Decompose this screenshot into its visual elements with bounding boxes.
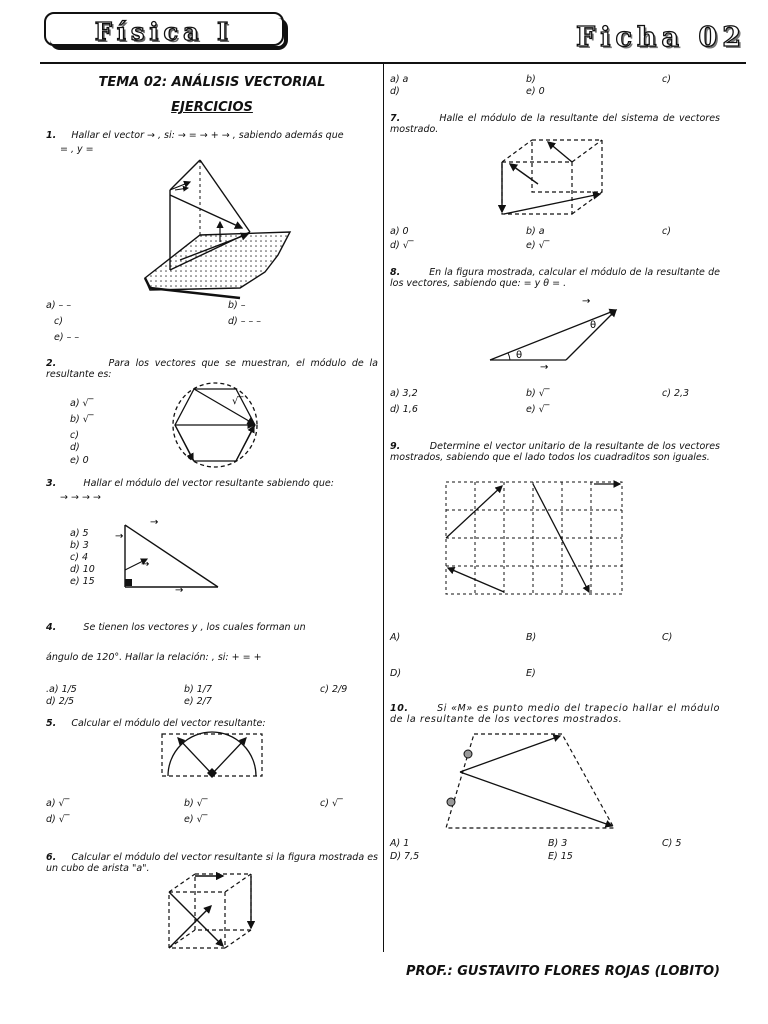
q9-option: C): [662, 632, 673, 643]
column-divider: [383, 64, 384, 952]
question-5: [46, 718, 378, 729]
worksheet-number: Ficha 02: [576, 22, 746, 53]
question-text: Hallar el vector → , si: → = → + → , sabiendo además que: [71, 130, 344, 141]
svg-text:→: →: [582, 296, 591, 307]
q2-option: e) 0: [70, 455, 89, 466]
q9-option: E): [526, 668, 536, 679]
q4-option: .a) 1/5: [46, 684, 77, 695]
q1-option: a) – –: [46, 300, 72, 311]
q3-triangle-figure: [115, 515, 230, 597]
q1-figure: [130, 160, 300, 300]
q7-option: e) √‾: [526, 240, 550, 251]
svg-text:θ: θ: [516, 350, 523, 361]
question-7: [390, 113, 720, 135]
q10-option: B) 3: [548, 838, 568, 849]
course-logo-text: Física I: [94, 17, 234, 46]
q6-option: c): [662, 74, 671, 85]
q7-option: c): [662, 226, 671, 237]
q8-option: e) √‾: [526, 404, 550, 415]
question-number: 10.: [390, 703, 409, 714]
q2-option: c): [70, 430, 79, 441]
svg-text:→: →: [540, 362, 549, 373]
q5-option: e) √‾: [184, 814, 208, 825]
svg-text:→: →: [175, 585, 184, 596]
q5-option: c) √‾: [320, 798, 343, 809]
q7-option: d) √‾: [390, 240, 414, 251]
q3-option: c) 4: [70, 552, 88, 563]
q1-option: c): [54, 316, 63, 327]
question-1: [46, 130, 378, 141]
q6-option: b): [526, 74, 536, 85]
q1-option: b) –: [228, 300, 246, 311]
q7-option: a) 0: [390, 226, 409, 237]
q6-option: d): [390, 86, 400, 97]
svg-text:→: →: [141, 559, 150, 570]
question-text: Calcular el módulo del vector resultante si la figura mostrada es un cubo de arista "a".: [46, 852, 378, 874]
q3-option: e) 15: [70, 576, 95, 587]
q1-option: e) – –: [54, 332, 80, 343]
q7-box-figure: [498, 138, 606, 218]
question-number: 7.: [390, 113, 401, 124]
question-4-cont: ángulo de 120°. Hallar la relación: , si: + = +: [46, 652, 262, 663]
q8-option: a) 3,2: [390, 388, 418, 399]
q9-option: D): [390, 668, 402, 679]
svg-text:θ: θ: [590, 320, 597, 331]
q2-option: b) √‾: [70, 414, 94, 425]
question-text: Determine el vector unitario de la resultante de los vectores mostrados, sabiendo que el lado todos los cuadraditos son iguales.: [390, 441, 720, 463]
question-number: 8.: [390, 267, 401, 278]
question-text: En la figura mostrada, calcular el módulo de la resultante de los vectores, sabiendo que: = y θ = .: [390, 267, 720, 289]
question-1-cont: = , y =: [60, 144, 94, 155]
q10-option: D) 7,5: [390, 851, 420, 862]
q2-option: d): [70, 442, 80, 453]
question-10: [390, 703, 720, 725]
q5-option: a) √‾: [46, 798, 70, 809]
q2-option: a) √‾: [70, 398, 94, 409]
question-4: [46, 622, 378, 633]
question-number: 1.: [46, 130, 57, 141]
question-number: 2.: [46, 358, 57, 369]
q5-option: b) √‾: [184, 798, 208, 809]
q2-hexagon-figure: [170, 380, 260, 470]
question-text: Halle el módulo de la resultante del sistema de vectores mostrado.: [390, 113, 720, 135]
question-3: [46, 478, 378, 489]
q7-option: b) a: [526, 226, 545, 237]
q8-triangle-figure: [486, 296, 626, 373]
q8-option: b) √‾: [526, 388, 550, 399]
question-6: [46, 852, 378, 874]
q4-option: b) 1/7: [184, 684, 213, 695]
svg-text:→: →: [115, 531, 124, 542]
question-text: Para los vectores que se muestran, el módulo de la resultante es:: [46, 358, 378, 380]
q1-option: d) – – –: [228, 316, 262, 327]
question-3-cont: → → → →: [60, 492, 101, 503]
svg-text:→: →: [150, 517, 159, 528]
question-2: [46, 358, 378, 380]
q10-option: A) 1: [390, 838, 410, 849]
author-footer: PROF.: GUSTAVITO FLORES ROJAS (LOBITO): [405, 964, 720, 979]
q9-option: B): [526, 632, 537, 643]
question-number: 9.: [390, 441, 401, 452]
question-number: 6.: [46, 852, 57, 863]
question-text: Hallar el módulo del vector resultante sabiendo que:: [83, 478, 334, 489]
q3-option: a) 5: [70, 528, 89, 539]
question-text: Si «M» es punto medio del trapecio hallar el módulo de la resultante de los vectores mostrados.: [390, 703, 720, 725]
q10-option: C) 5: [662, 838, 682, 849]
q5-semicircle-figure: [160, 730, 264, 780]
q9-grid-figure: [444, 480, 626, 596]
course-logo: [44, 12, 284, 46]
question-number: 5.: [46, 718, 57, 729]
svg-text:√‾: √‾: [232, 396, 244, 407]
question-9: [390, 441, 720, 463]
question-number: 4.: [46, 622, 57, 633]
q4-option: e) 2/7: [184, 696, 212, 707]
question-text: Se tienen los vectores y , los cuales forman un: [83, 622, 306, 633]
q10-option: E) 15: [548, 851, 573, 862]
q6-cube-figure: [165, 872, 265, 956]
page-subtitle: EJERCICIOS: [171, 100, 253, 115]
page-title: TEMA 02: ANÁLISIS VECTORIAL: [98, 75, 326, 90]
q3-option: d) 10: [70, 564, 95, 575]
q6-option: a) a: [390, 74, 409, 85]
q5-option: d) √‾: [46, 814, 70, 825]
question-text: Calcular el módulo del vector resultante:: [71, 718, 266, 729]
header-rule: [40, 62, 746, 64]
q3-option: b) 3: [70, 540, 89, 551]
q4-option: c) 2/9: [320, 684, 348, 695]
q10-trapezoid-figure: [444, 728, 624, 832]
q4-option: d) 2/5: [46, 696, 75, 707]
q9-option: A): [390, 632, 401, 643]
question-8: [390, 267, 720, 289]
q6-option: e) 0: [526, 86, 545, 97]
q8-option: d) 1,6: [390, 404, 418, 415]
question-number: 3.: [46, 478, 57, 489]
q8-option: c) 2,3: [662, 388, 690, 399]
